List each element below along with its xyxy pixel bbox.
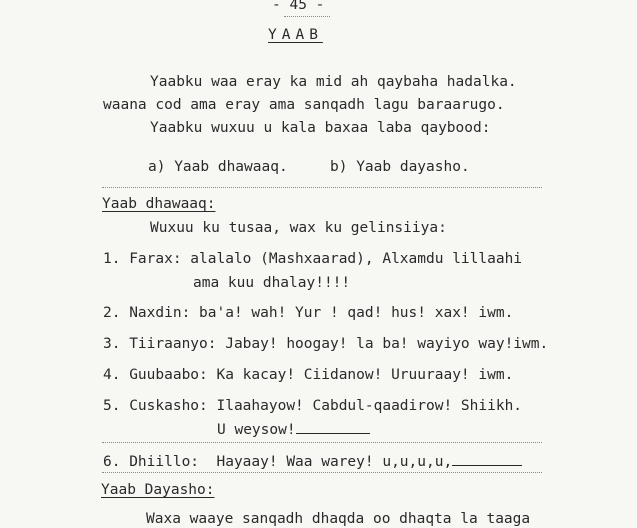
section1-subtitle: Wuxuu ku tusaa, wax ku gelinsiiya: <box>150 220 447 236</box>
list-item-5-line-1: 5. Cuskasho: Ilaahayow! Cabdul-qaadirow! Shiikh. <box>103 398 523 414</box>
list-item-3: 3. Tiiraanyo: Jabay! hoogay! la ba! wayiyo way!iwm. <box>103 336 549 352</box>
page-title: YAAB <box>268 27 323 43</box>
list-item-2: 2. Naxdin: ba'a! wah! Yur ! qad! hus! xax! iwm. <box>103 305 514 321</box>
fill-in-blank <box>296 419 370 434</box>
list-item-6-text: 6. Dhiillo: Hayaay! Waa warey! u,u,u,u, <box>103 454 453 470</box>
list-item-1-line-2: ama kuu dhalay!!!! <box>193 275 351 291</box>
section2-partial-line: Waxa waaye sanqadh dhaqda oo dhaqta la taaga <box>146 511 531 527</box>
fill-in-blank <box>452 451 522 466</box>
intro-line-2: waana cod ama eray ama sanqadh lagu baraarugo. <box>103 97 505 113</box>
item-divider <box>102 442 542 444</box>
list-item-5-line-2-text: U weysow! <box>217 422 296 438</box>
page-number: - 45 - <box>272 0 325 13</box>
type-a: a) Yaab dhawaaq. <box>148 159 288 175</box>
list-item-4: 4. Guubaabo: Ka kacay! Ciidanow! Uruuraay! iwm. <box>103 367 514 383</box>
list-item-5-line-2 <box>217 419 370 439</box>
list-item-6 <box>103 451 522 471</box>
section1-heading: Yaab dhawaaq: <box>102 196 216 212</box>
intro-line-1: Yaabku waa eray ka mid ah qaybaha hadalka. <box>150 74 517 90</box>
section-divider-2 <box>102 472 542 474</box>
list-item-1-line-1: 1. Farax: alalalo (Mashxaarad), Alxamdu lillaahi <box>103 251 523 267</box>
section-divider <box>102 187 542 189</box>
intro-line-3: Yaabku wuxuu u kala baxaa laba qaybood: <box>150 120 491 136</box>
type-b: b) Yaab dayasho. <box>330 159 470 175</box>
page-number-underline <box>284 16 330 18</box>
section2-heading: Yaab Dayasho: <box>101 482 215 498</box>
